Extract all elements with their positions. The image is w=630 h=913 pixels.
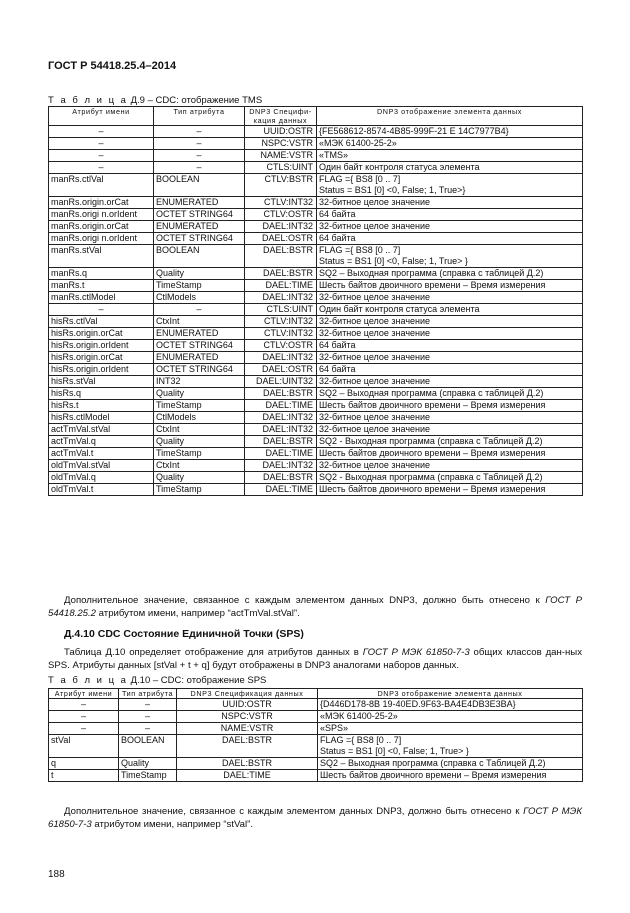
table-cell: UUID:OSTR — [177, 699, 318, 711]
table-9-caption — [48, 95, 262, 106]
table-cell: «TMS» — [317, 150, 583, 162]
table-cell: 32-битное целое значение — [317, 352, 583, 364]
table-cell: t — [49, 770, 119, 782]
table-cell: 32-битное целое значение — [317, 221, 583, 233]
table-cell: SQ2 – Выходная программа (справка с Таблицей Д.2) — [318, 758, 583, 770]
table-cell: ENUMERATED — [154, 221, 245, 233]
table-cell: oldTmVal.stVal — [49, 460, 154, 472]
table-cell: Шесть байтов двоичного времени – Время измерения — [318, 770, 583, 782]
table-cell: DAEL:INT32 — [245, 424, 317, 436]
table-cell: – — [49, 126, 154, 138]
table-cell: DAEL:INT32 — [245, 292, 317, 304]
table-cell: DAEL:TIME — [245, 400, 317, 412]
table-cell: INT32 — [154, 376, 245, 388]
table-cell: – — [49, 138, 154, 150]
table-cell: 32-битное целое значение — [317, 197, 583, 209]
table-cell: SQ2 - Выходная программа (справка с Таблицей Д.2) — [317, 436, 583, 448]
note-1-text: Дополнительное значение, связанное с каждым элементом данных DNP3, должно быть отнесено к — [64, 595, 546, 606]
table-cell: Шесть байтов двоичного времени – Время измерения — [317, 448, 583, 460]
table-row — [49, 711, 583, 723]
table-cell: BOOLEAN — [154, 174, 245, 197]
table-cell: DAEL:INT32 — [245, 460, 317, 472]
table-row — [49, 352, 583, 364]
table-cell: FLAG ={ BS8 [0 .. 7] Status = BS1 [0] <0, False; 1, True> } — [318, 735, 583, 758]
table-cell: DAEL:INT32 — [245, 352, 317, 364]
table9-header-3: DNP3 отображение элемента данных — [317, 107, 583, 126]
table-row — [49, 388, 583, 400]
table-cell: manRs.stVal — [49, 245, 154, 268]
note-1-standard-ref: ГОСТ Р 54418.25.2 — [48, 595, 582, 619]
table-cell: TimeStamp — [154, 400, 245, 412]
table-10-caption — [48, 675, 266, 686]
table-cell: «МЭК 61400-25-2» — [318, 711, 583, 723]
table-cell: manRs.origin.orCat — [49, 221, 154, 233]
table-cell: {FE568612-8574-4B85-999F-21 E 14C7977B4} — [317, 126, 583, 138]
table-cell: DAEL:TIME — [245, 448, 317, 460]
intro-text-2: общих классов дан-ных SPS. Атрибуты данных [stVal + t + q] будут отображены в DNP3 аналогами наборов данных. — [48, 647, 582, 671]
table-cell: oldTmVal.t — [49, 484, 154, 496]
table-row — [49, 197, 583, 209]
table-cell: ENUMERATED — [154, 352, 245, 364]
table-cell: – — [119, 723, 177, 735]
table-cell: DAEL:INT32 — [245, 412, 317, 424]
table-cell: – — [154, 304, 245, 316]
table-cell: hisRs.q — [49, 388, 154, 400]
note-2-standard-ref: ГОСТ Р МЭК 61850-7-3 — [48, 806, 582, 830]
table-cell: UUID:OSTR — [245, 126, 317, 138]
table10-header-1: Тип атрибута — [119, 689, 177, 699]
table-cell: DAEL:UINT32 — [245, 376, 317, 388]
table-cell: DAEL:OSTR — [245, 364, 317, 376]
table-cell: Один байт контроля статуса элемента — [317, 304, 583, 316]
table-cell: CTLS:UINT — [245, 304, 317, 316]
table-cell: CtxInt — [154, 460, 245, 472]
table-cell: manRs.ctlVal — [49, 174, 154, 197]
table-cell: TimeStamp — [154, 280, 245, 292]
table-row — [49, 268, 583, 280]
table-10-caption-prefix: Т а б л и ц а — [48, 675, 128, 686]
table-9-body — [49, 126, 583, 496]
table-row — [49, 221, 583, 233]
table-row — [49, 138, 583, 150]
table-row — [49, 484, 583, 496]
table-cell: – — [154, 150, 245, 162]
table-row — [49, 280, 583, 292]
table-cell: – — [119, 711, 177, 723]
table9-header-2: DNP3 Специфи- кация данных — [245, 107, 317, 126]
table-cell: – — [49, 304, 154, 316]
table-cell: SQ2 – Выходная программа (справка с таблицей Д.2) — [317, 268, 583, 280]
table-10-body — [49, 699, 583, 782]
section-title: Д.4.10 CDC Состояние Единичной Точки (SPS) — [64, 628, 304, 640]
table-cell: OCTET STRING64 — [154, 209, 245, 221]
table-cell: Quality — [154, 472, 245, 484]
table-9-caption-prefix: Т а б л и ц а — [48, 95, 128, 106]
table-cell: manRs.q — [49, 268, 154, 280]
table-cell: SQ2 – Выходная программа (справка с таблицей Д.2) — [317, 388, 583, 400]
table-cell: Один байт контроля статуса элемента — [317, 162, 583, 174]
note-paragraph-2 — [48, 805, 582, 831]
table-row — [49, 340, 583, 352]
table-cell: hisRs.origin.orIdent — [49, 340, 154, 352]
table-cell: – — [119, 699, 177, 711]
table-row — [49, 699, 583, 711]
note-paragraph-1 — [48, 594, 582, 620]
table-cell: CTLV:INT32 — [245, 197, 317, 209]
table-row — [49, 233, 583, 245]
intro-paragraph — [48, 646, 582, 672]
table-cell: OCTET STRING64 — [154, 340, 245, 352]
table-cell: 32-битное целое значение — [317, 460, 583, 472]
table-cell: hisRs.origin.orCat — [49, 328, 154, 340]
table-9-header-row — [49, 107, 583, 126]
table-row — [49, 472, 583, 484]
table-cell: BOOLEAN — [119, 735, 177, 758]
table-cell: – — [49, 723, 119, 735]
table-cell: 32-битное целое значение — [317, 328, 583, 340]
table-cell: CTLV:OSTR — [245, 340, 317, 352]
table-cell: DAEL:INT32 — [245, 221, 317, 233]
table-cell: Quality — [154, 388, 245, 400]
table-cell: q — [49, 758, 119, 770]
table-cell: manRs.t — [49, 280, 154, 292]
table-cell: NAME:VSTR — [177, 723, 318, 735]
table-row — [49, 424, 583, 436]
table9-header-1: Тип атрибута — [154, 107, 245, 126]
table-cell: OCTET STRING64 — [154, 233, 245, 245]
table-row — [49, 770, 583, 782]
table-cell: CTLV:OSTR — [245, 209, 317, 221]
table-cell: stVal — [49, 735, 119, 758]
table-cell: CtlModels — [154, 412, 245, 424]
table-row — [49, 364, 583, 376]
table-row — [49, 412, 583, 424]
table-cell: manRs.origi n.orIdent — [49, 209, 154, 221]
table-cell: ENUMERATED — [154, 328, 245, 340]
table-cell: CtxInt — [154, 424, 245, 436]
table-cell: DAEL:BSTR — [245, 245, 317, 268]
table-cell: – — [49, 150, 154, 162]
table-row — [49, 400, 583, 412]
table-cell: – — [154, 138, 245, 150]
table-cell: – — [49, 162, 154, 174]
table-row — [49, 162, 583, 174]
table-cell: DAEL:TIME — [245, 484, 317, 496]
table-cell: NSPC:VSTR — [177, 711, 318, 723]
table-10-caption-title: Д.10 – CDC: отображение SPS — [127, 675, 267, 686]
table-cell: FLAG ={ BS8 [0 .. 7] Status = BS1 [0] <0, False; 1, True> } — [317, 245, 583, 268]
note-1-tail: атрибутом имени, например “actTmVal.stVal”. — [96, 608, 300, 619]
table-cell: DAEL:BSTR — [245, 472, 317, 484]
table-cell: DAEL:BSTR — [245, 268, 317, 280]
table-cell: TimeStamp — [119, 770, 177, 782]
table-cell: actTmVal.stVal — [49, 424, 154, 436]
table-cell: 32-битное целое значение — [317, 376, 583, 388]
table-cell: – — [154, 126, 245, 138]
page-number: 188 — [48, 869, 65, 880]
table-cell: DAEL:OSTR — [245, 233, 317, 245]
table-cell: 32-битное целое значение — [317, 424, 583, 436]
table-row — [49, 328, 583, 340]
table-cell: «SPS» — [318, 723, 583, 735]
table-cell: – — [49, 699, 119, 711]
table-row — [49, 292, 583, 304]
table-10 — [48, 688, 583, 782]
table-row — [49, 126, 583, 138]
table-cell: 32-битное целое значение — [317, 412, 583, 424]
table-cell: TimeStamp — [154, 484, 245, 496]
table-cell: «МЭК 61400-25-2» — [317, 138, 583, 150]
table-cell: 32-битное целое значение — [317, 292, 583, 304]
table-cell: CtxInt — [154, 316, 245, 328]
table-row — [49, 448, 583, 460]
table-cell: Шесть байтов двоичного времени – Время измерения — [317, 280, 583, 292]
table-cell: Quality — [154, 436, 245, 448]
table-cell: manRs.origi n.orIdent — [49, 233, 154, 245]
intro-standard-ref: ГОСТ Р МЭК 61850-7-3 — [362, 647, 470, 658]
table-cell: CTLV:BSTR — [245, 174, 317, 197]
table-cell: DAEL:BSTR — [177, 735, 318, 758]
table-cell: DAEL:TIME — [177, 770, 318, 782]
table-cell: Шесть байтов двоичного времени – Время измерения — [317, 400, 583, 412]
table-10-header-row — [49, 689, 583, 699]
table-cell: Шесть байтов двоичного времени – Время измерения — [317, 484, 583, 496]
table-cell: manRs.origin.orCat — [49, 197, 154, 209]
table-cell: TimeStamp — [154, 448, 245, 460]
table-cell: hisRs.origin.orCat — [49, 352, 154, 364]
table-cell: CTLV:INT32 — [245, 316, 317, 328]
table-cell: – — [154, 162, 245, 174]
table-row — [49, 174, 583, 197]
table-cell: NSPC:VSTR — [245, 138, 317, 150]
table-9 — [48, 106, 583, 496]
table-cell: OCTET STRING64 — [154, 364, 245, 376]
table-cell: manRs.ctlModel — [49, 292, 154, 304]
table-cell: actTmVal.t — [49, 448, 154, 460]
table-cell: 64 байта — [317, 340, 583, 352]
table-cell: actTmVal.q — [49, 436, 154, 448]
table-row — [49, 436, 583, 448]
table-cell: 64 байта — [317, 364, 583, 376]
table10-header-2: DNP3 Спецификация данных — [177, 689, 318, 699]
table-row — [49, 304, 583, 316]
table-row — [49, 376, 583, 388]
document-header: ГОСТ Р 54418.25.4–2014 — [48, 60, 177, 72]
table-cell: {D446D178-8B 19-40ED.9F63-BA4E4DB3E3BA} — [318, 699, 583, 711]
table-row — [49, 758, 583, 770]
table-cell: hisRs.ctlModel — [49, 412, 154, 424]
table-cell: DAEL:BSTR — [245, 388, 317, 400]
table-row — [49, 209, 583, 221]
table-cell: CTLV:INT32 — [245, 328, 317, 340]
table-cell: CTLS:UINT — [245, 162, 317, 174]
table-cell: FLAG ={ BS8 [0 .. 7] Status = BS1 [0] <0, False; 1, True>} — [317, 174, 583, 197]
table-9-caption-title: Д.9 – CDC: отображение TMS — [127, 95, 263, 106]
table-cell: oldTmVal.q — [49, 472, 154, 484]
table-cell: DAEL:BSTR — [245, 436, 317, 448]
table-row — [49, 723, 583, 735]
note-2-tail: атрибутом имени, например “stVal”. — [91, 819, 253, 830]
table10-header-3: DNP3 отображение элемента данных — [318, 689, 583, 699]
table-cell: hisRs.stVal — [49, 376, 154, 388]
table-cell: Quality — [154, 268, 245, 280]
table-row — [49, 316, 583, 328]
table-cell: hisRs.origin.orIdent — [49, 364, 154, 376]
table-cell: ENUMERATED — [154, 197, 245, 209]
table-cell: BOOLEAN — [154, 245, 245, 268]
table-row — [49, 460, 583, 472]
table9-header-0: Атрибут имени — [49, 107, 154, 126]
table-cell: DAEL:BSTR — [177, 758, 318, 770]
note-2-text: Дополнительное значение, связанное с каждым элементом данных DNP3, должно быть отнесено к — [64, 806, 524, 817]
table-row — [49, 150, 583, 162]
table-cell: DAEL:TIME — [245, 280, 317, 292]
table-cell: – — [49, 711, 119, 723]
table-cell: 64 байта — [317, 233, 583, 245]
intro-text-1: Таблица Д.10 определяет отображение для атрибутов данных в — [64, 647, 363, 658]
table-cell: hisRs.ctlVal — [49, 316, 154, 328]
table-cell: Quality — [119, 758, 177, 770]
table-cell: hisRs.t — [49, 400, 154, 412]
table-cell: 32-битное целое значение — [317, 316, 583, 328]
table-cell: CtlModels — [154, 292, 245, 304]
table-cell: NAME:VSTR — [245, 150, 317, 162]
table-row — [49, 245, 583, 268]
table-cell: 64 байта — [317, 209, 583, 221]
table10-header-0: Атрибут имени — [49, 689, 119, 699]
table-cell: SQ2 - Выходная программа (справка с Таблицей Д.2) — [317, 472, 583, 484]
table-row — [49, 735, 583, 758]
